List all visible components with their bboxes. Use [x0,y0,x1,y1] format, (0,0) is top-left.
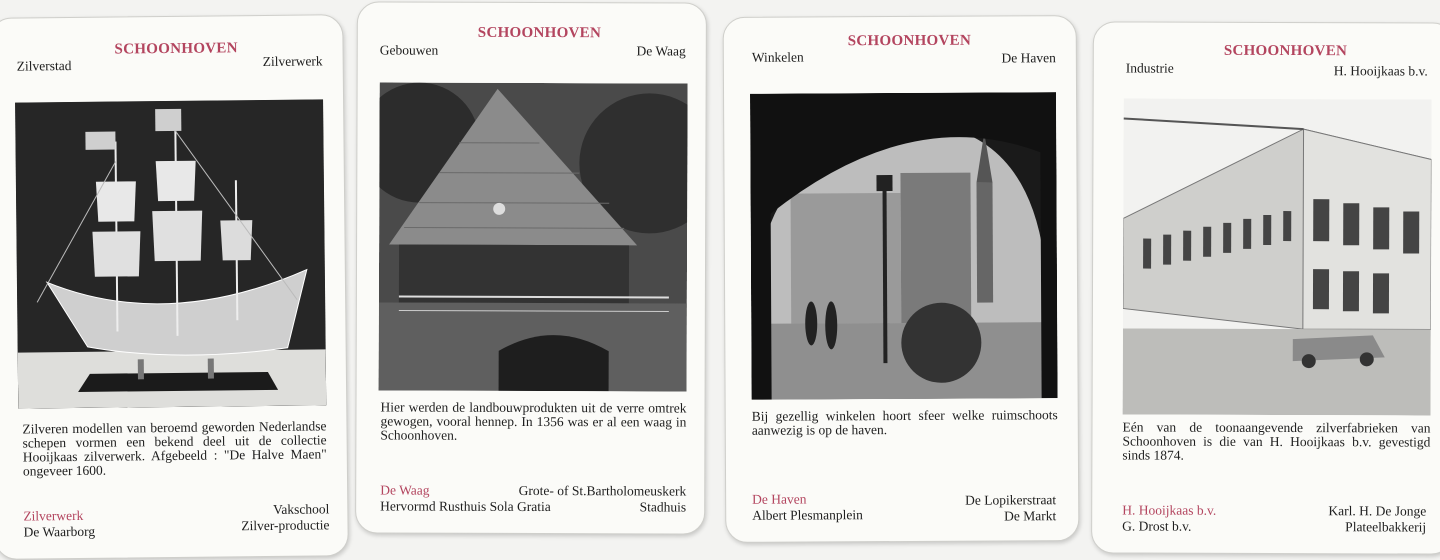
factory-building-icon [1123,98,1432,415]
card-category: Winkelen [752,50,804,66]
card-caption: Eén van de toonaangevende zilverfabrieken van Schoonhoven is die van H. Hooijkaas b.v. gevestigd sinds 1874. [1122,420,1430,463]
card-hooijkaas [1091,21,1440,554]
card-de-haven [723,15,1080,543]
weigh-house-photo [379,82,688,391]
related-item: De Lopikerstraat [965,492,1056,508]
harbour-street-photo [750,92,1058,400]
card-caption: Hier werden de landbouwprodukten uit de verre omtrek gewogen, vooral hennep. In 1356 was er al een waag in Schoonhoven. [380,400,686,443]
related-item: Vakschool [241,501,329,518]
harbour-street-icon [750,92,1058,400]
ship-model-photo [15,99,326,408]
card-topic: Zilverwerk [263,53,323,70]
related-item: G. Drost b.v. [1122,518,1216,534]
card-category: Gebouwen [380,42,439,58]
related-item: Plateelbakkerij [1328,519,1426,535]
card-caption: Zilveren modellen van beroemd geworden Nederlandse schepen vormen een bekend deel uit de collectie Hooijkaas zilverwerk. Afgebeeld : "De Halve Maen" ongeveer 1600. [22,419,327,478]
card-category: Industrie [1126,60,1174,76]
card-topic: De Waag [636,43,685,59]
card-brand: SCHOONHOVEN [478,25,601,42]
related-highlight: De Waag [380,482,551,499]
card-brand: SCHOONHOVEN [1224,43,1347,60]
related-left [1122,502,1216,534]
card-de-waag [355,1,707,534]
card-zilverwerk [0,14,349,560]
related-left [752,491,863,524]
card-category: Zilverstad [17,58,72,75]
related-right [965,492,1056,524]
related-item: Hervormd Rusthuis Sola Gratia [380,498,551,515]
related-highlight: De Haven [752,491,863,508]
related-left [23,508,95,541]
card-topic: H. Hooijkaas b.v. [1334,63,1428,79]
related-highlight: H. Hooijkaas b.v. [1122,502,1216,518]
related-item: Zilver-productie [241,517,329,534]
ship-model-icon [15,99,326,408]
factory-building-photo [1123,98,1432,415]
related-item: Grote- of St.Bartholomeuskerk [519,483,687,500]
card-topic: De Haven [1001,50,1055,66]
weigh-house-icon [379,82,688,391]
related-item: De Markt [965,508,1056,524]
related-item: Stadhuis [519,499,687,516]
card-brand: SCHOONHOVEN [114,40,237,58]
related-item: De Waarborg [23,524,95,541]
related-item: Karl. H. De Jonge [1328,503,1426,519]
related-right [519,483,687,516]
related-right [1328,503,1426,535]
related-highlight: Zilverwerk [23,508,95,525]
card-caption: Bij gezellig winkelen hoort sfeer welke ruimschoots aanwezig is op de haven. [752,408,1058,438]
related-right [241,501,330,534]
card-brand: SCHOONHOVEN [848,33,971,51]
related-item: Albert Plesmanplein [752,507,863,524]
